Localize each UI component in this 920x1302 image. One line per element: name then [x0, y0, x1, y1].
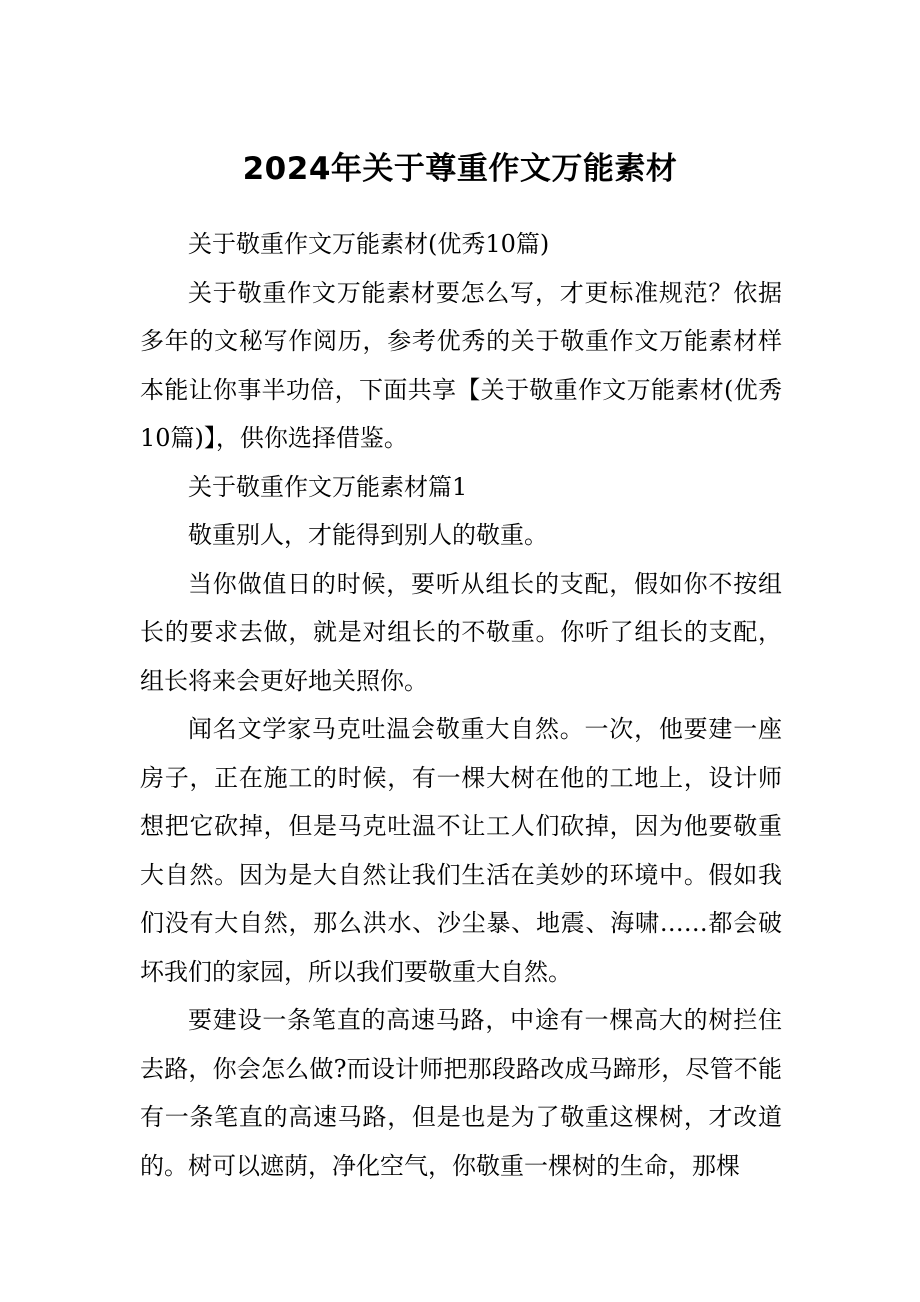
paragraph: 敬重别人，才能得到别人的敬重。: [188, 521, 548, 549]
paragraph-section-heading: 关于敬重作文万能素材篇1: [188, 472, 468, 501]
paragraph: 要建设一条笔直的高速马路，中途有一棵高大的树拦住去路，你会怎么做?而设计师把那段路改成马蹄形，尽管不能有一条笔直的高速马路，但是也是为了敬重这棵树，才改道的。树可以遮荫，净化空气，你敬重一棵树的生命，那棵: [140, 1006, 782, 1180]
document-title: 2024年关于尊重作文万能素材: [242, 151, 678, 187]
document-body: [140, 220, 782, 1190]
paragraph: 闻名文学家马克吐温会敬重大自然。一次，他要建一座房子，正在施工的时候，有一棵大树在他的工地上，设计师想把它砍掉，但是马克吐温不让工人们砍掉，因为他要敬重大自然。因为是大自然让我们生活在美妙的环境中。假如我们没有大自然，那么洪水、沙尘暴、地震、海啸……都会破坏我们的家园，所以我们要敬重大自然。: [140, 715, 782, 986]
paragraph-intro: 关于敬重作文万能素材要怎么写，才更标准规范？依据多年的文秘写作阅历，参考优秀的关于敬重作文万能素材样本能让你事半功倍，下面共享【关于敬重作文万能素材(优秀10篇)】，供你选择借鉴。: [140, 278, 782, 452]
paragraph: 当你做值日的时候，要听从组长的支配，假如你不按组长的要求去做，就是对组长的不敬重。你听了组长的支配，组长将来会更好地关照你。: [140, 569, 782, 695]
paragraph-subtitle: 关于敬重作文万能素材(优秀10篇): [188, 230, 550, 258]
